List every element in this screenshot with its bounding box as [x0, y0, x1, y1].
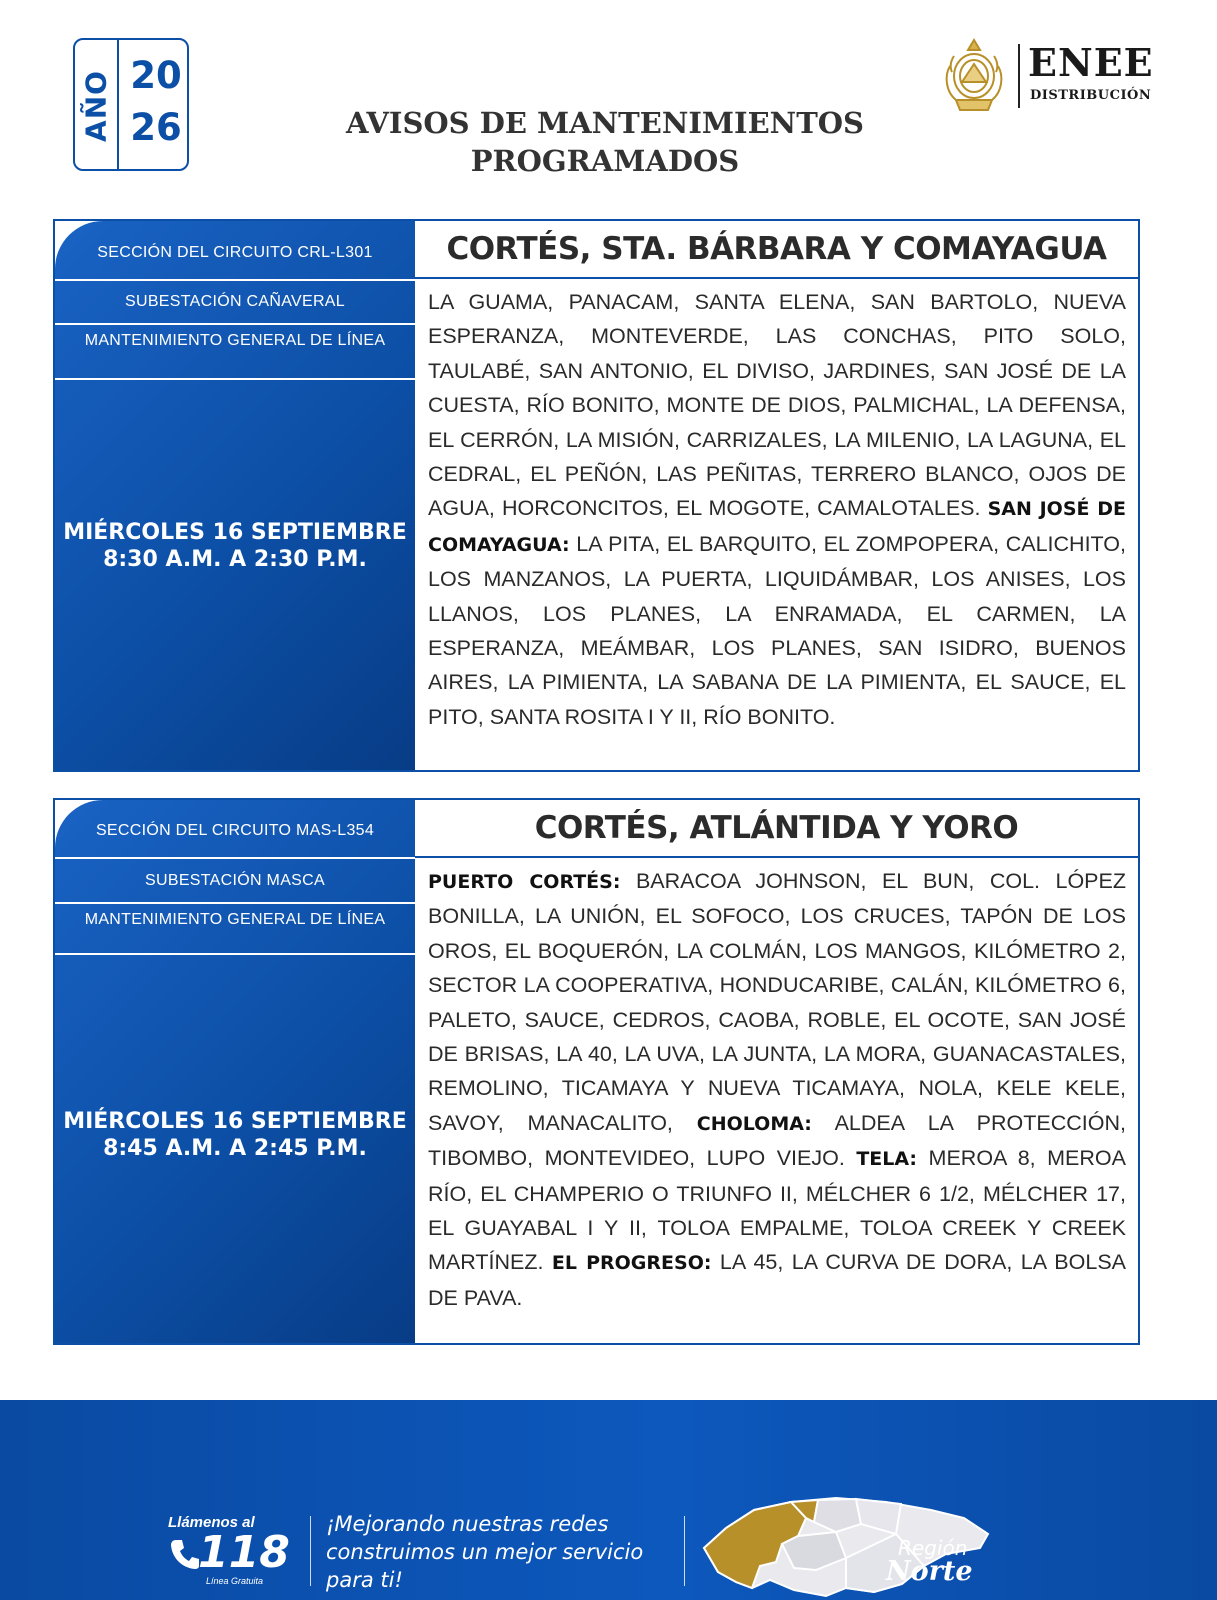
- year-top-digits: 20: [130, 54, 182, 97]
- notice-2-date: MIÉRCOLES 16 SEPTIEMBRE: [63, 1109, 407, 1134]
- notice-2-work-type: MANTENIMIENTO GENERAL DE LÍNEA: [84, 911, 386, 928]
- year-label: AÑO: [79, 70, 113, 142]
- footer-separator-1: [310, 1516, 311, 1586]
- notice-2-info-panel: [55, 800, 415, 1343]
- notice-card-1: [53, 219, 1140, 772]
- notice-2-region-title: CORTÉS, ATLÁNTIDA Y YORO: [415, 800, 1138, 858]
- notice-2-separator-1: [55, 857, 415, 859]
- page-title: [280, 104, 930, 180]
- notice-2-place-label-3: TELA:: [856, 1148, 918, 1171]
- notice-2-place-label-1: PUERTO CORTÉS:: [428, 871, 621, 893]
- notice-2-affected-areas: [428, 864, 1126, 1315]
- notice-1-place-label: SAN JOSÉ DE COMAYAGUA:: [428, 498, 1126, 556]
- year-badge: [73, 38, 189, 171]
- logo-separator: [1018, 44, 1020, 108]
- notice-2-place-label-2: CHOLOMA:: [696, 1112, 812, 1135]
- footer-separator-2: [684, 1516, 685, 1586]
- notice-1-schedule: [55, 519, 415, 573]
- footer-region-name: Norte: [886, 1556, 973, 1587]
- notice-1-separator-1: [55, 279, 415, 281]
- notice-2-place-label-4: EL PROGRESO:: [551, 1252, 712, 1275]
- footer-slogan: ¡Mejorando nuestras redes construimos un mejor servicio para ti!: [326, 1512, 644, 1592]
- phone-icon: [170, 1538, 200, 1570]
- notice-1-separator-2: [55, 323, 415, 325]
- notice-card-2: [53, 798, 1140, 1345]
- notice-2-separator-2: [55, 902, 415, 904]
- notice-1-info-panel: [55, 221, 415, 770]
- notice-1-areas-part-1: LA GUAMA, PANACAM, SANTA ELENA, SAN BARTOLO, NUEVA ESPERANZA, MONTEVERDE, LAS CONCHAS, PITO SOLO, TAULABÉ, SAN ANTONIO, EL DIVISO, JARDINES, SAN JOSÉ DE LA CUESTA, RÍO BONITO, MONTE DE DIOS, PALMICHAL, LA DEFENSA, EL CERRÓN, LA MISIÓN, CARRIZALES, LA MILENIO, LA LAGUNA, EL CEDRAL, EL PEÑÓN, LAS PEÑITAS, TERRERO BLANCO, OJOS DE AGUA, HORCONCITOS, EL MOGOTE, CAMALOTALES.: [428, 290, 1126, 521]
- footer-banner: [0, 1400, 1217, 1600]
- notice-1-region-title: CORTÉS, STA. BÁRBARA Y COMAYAGUA: [415, 221, 1138, 279]
- notice-1-affected-areas: [428, 285, 1126, 734]
- footer-region-label: Región: [898, 1536, 968, 1560]
- notice-1-time: 8:30 A.M. A 2:30 P.M.: [103, 547, 367, 572]
- enee-logo: [940, 36, 1180, 116]
- footer-phone-number: 118: [198, 1527, 290, 1578]
- page-title-line-2: PROGRAMADOS: [470, 144, 740, 178]
- page-title-line-1: AVISOS DE MANTENIMIENTOS: [346, 106, 864, 140]
- notice-2-areas-part-2: ALDEA LA PROTECCIÓN, TIBOMBO, MONTEVIDEO, LUPO VIEJO.: [428, 1110, 1126, 1171]
- notice-2-substation: SUBESTACIÓN MASCA: [145, 872, 325, 889]
- notice-2-circuit: SECCIÓN DEL CIRCUITO MAS-L354: [95, 822, 375, 839]
- notice-2-separator-3: [55, 953, 415, 955]
- year-badge-divider: [117, 40, 119, 169]
- notice-1-separator-3: [55, 378, 415, 380]
- notice-2-schedule: [55, 1108, 415, 1162]
- notice-1-circuit: SECCIÓN DEL CIRCUITO CRL-L301: [97, 244, 373, 261]
- footer-call-label: Llámenos al: [168, 1514, 255, 1531]
- notice-2-areas-part-3: MEROA 8, MEROA RÍO, EL CHAMPERIO O TRIUNFO II, MÉLCHER 6 1/2, MÉLCHER 17, EL GUAYABAL I Y II, TOLOA EMPALME, TOLOA CREEK Y CREEK MARTÍNEZ.: [428, 1146, 1126, 1275]
- notice-2-time: 8:45 A.M. A 2:45 P.M.: [103, 1136, 367, 1161]
- notice-1-areas-part-2: LA PITA, EL BARQUITO, EL ZOMPOPERA, CALICHITO, LOS MANZANOS, LA PUERTA, LIQUIDÁMBAR, LOS ANISES, LOS LLANOS, LOS PLANES, LA ENRAMADA, EL CARMEN, LA ESPERANZA, MEÁMBAR, LOS PLANES, SAN ISIDRO, BUENOS AIRES, LA PIMIENTA, LA SABANA DE LA PIMIENTA, EL SAUCE, EL PITO, SANTA ROSITA I Y II, RÍO BONITO.: [428, 531, 1126, 729]
- honduras-seal-icon: [940, 36, 1008, 116]
- logo-subtitle: DISTRIBUCIÓN: [1030, 88, 1152, 103]
- notice-2-areas-part-1: BARACOA JOHNSON, EL BUN, COL. LÓPEZ BONILLA, LA UNIÓN, EL SOFOCO, LOS CRUCES, TAPÓN DE LOS OROS, EL BOQUERÓN, LA COLMÁN, LOS MANGOS, KILÓMETRO 2, SECTOR LA COOPERATIVA, HONDUCARIBE, CALÁN, KILÓMETRO 6, PALETO, SAUCE, CEDROS, CAOBA, ROBLE, EL OCOTE, SAN JOSÉ DE BRISAS, LA 40, LA UVA, LA JUNTA, LA MORA, GUANACASTALES, REMOLINO, TICAMAYA Y NUEVA TICAMAYA, NOLA, KELE KELE, SAVOY, MANACALITO,: [428, 869, 1126, 1135]
- notice-2-areas-part-4: LA 45, LA CURVA DE DORA, LA BOLSA DE PAVA.: [428, 1250, 1126, 1310]
- logo-name: ENEE: [1028, 40, 1154, 85]
- notice-1-date: MIÉRCOLES 16 SEPTIEMBRE: [63, 520, 407, 545]
- year-bottom-digits: 26: [130, 106, 182, 149]
- notice-1-work-type: MANTENIMIENTO GENERAL DE LÍNEA: [84, 332, 386, 349]
- notice-1-substation: SUBESTACIÓN CAÑAVERAL: [125, 293, 345, 310]
- footer-free-line: Línea Gratuita: [206, 1576, 264, 1586]
